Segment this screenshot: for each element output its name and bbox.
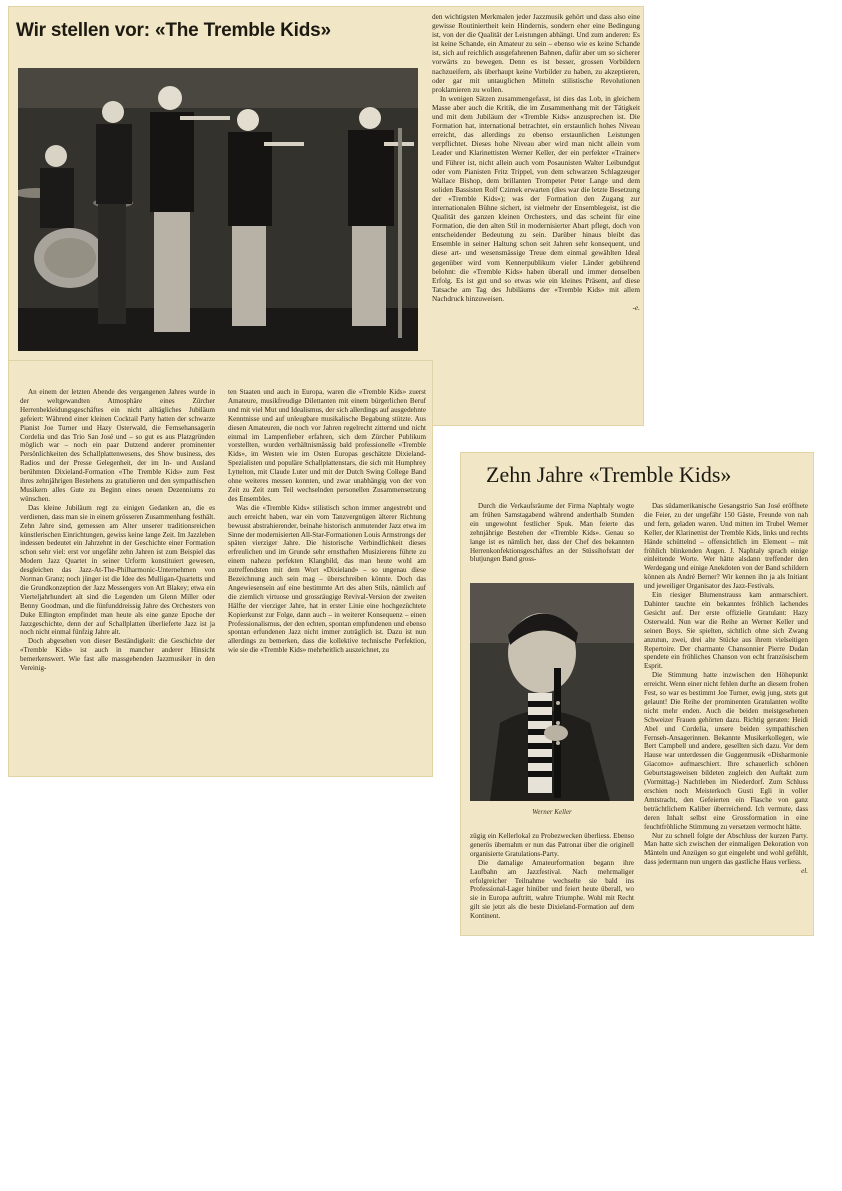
article-column-left	[20, 388, 215, 673]
portrait-photo	[470, 583, 634, 801]
portrait-caption: Werner Keller	[532, 808, 572, 816]
anniversary-headline: Zehn Jahre «Tremble Kids»	[486, 462, 732, 487]
paragraph: Doch abgesehen von dieser Beständigkeit: die Geschichte der «Tremble Kids» ist auch in mancher anderer Hinsicht bemerkenswert. Wie fast alle massgebenden Jazzmusiker in den Vereinig-	[20, 637, 215, 673]
paragraph: In wenigen Sätzen zusammengefasst, ist dies das Lob, in gleichem Masse aber auch die Kritik, die im Zusammenhang mit der Tätigkeit und mit dem Jubiläum der «Tremble Kids» anzusprechen ist. Die Formation hat, international betrachtet, ein erstaunlich hohes Niveau erreicht, das allerdings zu ebenso erstaunlichen Leistungen verpflichtet. Dieses hohe Niveau aber wird man nicht allein vom Leader und Klarinettisten Werner Keller, der ein perfekter «Trainer» und Führer ist, nicht allein auch vom Posaunisten Walter Leibundgut oder vom Pianisten Fritz Trippel, von dem schwarzen Schlagzeuger Wallace Bishop, dem brillanten Trompeter Peter Lange und dem soliden Bassisten Rolf Czimek erwarten (dies war die letzte Besetzung der «Tremble Kids»); was der Formation den Zugang zur internationalen Bühne sichert, ist vielmehr der Ensemblegeist, ist die Qualität des ganzen kleinen Orchesters, und das scheint für eine Formation, die den alten Stil in modernisierter Abart pflegt, doch von entscheidender Bedeutung zu sein. Darüber hinaus bleibt das Ensemble in seiner Haltung schon seit Jahren sehr konsequent, und diese art- und wesensmässige Treue dem einmal gewählten Ideal gegenüber wird vom Kennerpublikum vieler Länder gebührend belohnt: die «Tremble Kids» haben überall und immer denselben Erfolg. Es ist gut und so etwas wie ein kleines Präsent, auf diese Tatsache am Tag des Jubiläums der «Tremble Kids» mit allem Nachdruck hinzuweisen.	[432, 93, 640, 303]
paragraph: zügig ein Kellerlokal zu Probezwecken überliess. Ebenso generös übernahm er nun das Patronat über die originell organisierte Gratulations-Party.	[470, 832, 634, 858]
signature: el.	[801, 867, 808, 876]
paragraph: den wichtigsten Merkmalen jeder Jazzmusik gehört und dass also eine gewisse Routiniertheit kein Hindernis, sondern eher eine Bedingung ist, von der die Qualität der Leistungen abhängt. Und zum anderen: Es ist keine Schande, ein Amateur zu sein – ebenso wie es keine Schande ist, sich auf reichlich ausgefahrenen Bahnen, dafür aber um so sicherer vorwärts zu bewegen. Denn es ist besser, grossen Vorbildern nachzueifern, als überhaupt keine Vorbilder zu haben, zu akzeptieren, oder gar mit untauglichen Mitteln stilistische Revolutionen proklamieren zu wollen.	[432, 12, 640, 94]
paragraph: Nur zu schnell folgte der Abschluss der kurzen Party. Man hatte sich zwischen der einmaligen Dekoration von Mänteln und Anzügen so gut eingelebt und wohl gefühlt, dass jedermann nun ungern das gastliche Haus verliess.	[644, 831, 808, 867]
band-photo-image	[18, 68, 418, 351]
article-clipping-bottom	[8, 360, 433, 777]
paragraph: ten Staaten und auch in Europa, waren die «Tremble Kids» zuerst Amateure, musikfreudige Dilettanten mit einem bürgerlichen Beruf und mit viel Mut und Idealismus, der sich allerdings auf ausgedehnte Kenntnisse und auf unleugbare musikalische Begabung stützte. Aus diesen Amateuren, die noch vor Jahren regelrecht zitternd und nicht einmal im Lampenfieber erfahren, sich dem Zürcher Publikum vorstellten, wurden verhältnismässig bald professionelle «Tremble Kids», im Westen wie im Osten Europas geschätzte Dixieland-Spezialisten und populäre Schallplattenstars, die sich mit Humphrey Lyttelton, mit Claude Luter und mit der Dutch Swing College Band ohne weiteres messen konnten, und zwar unabhängig von der von Zeit zu Zeit zum Teil wechselnden personellen Zusammensetzung des Ensembles.	[228, 388, 426, 503]
article-right-column	[432, 12, 640, 312]
anniversary-column-right	[644, 502, 808, 876]
article-headline: Wir stellen vor: «The Tremble Kids»	[16, 20, 331, 41]
paragraph: Das kleine Jubiläum regt zu einigen Gedanken an, die es verdienen, dass man sie in einem grösseren Zusammenhang festhält. Zehn Jahre sind, gemessen am Alter unserer traditionsreichen künstlerischen Einrichtungen, gewiss keine lange Zeit. Im Jazzleben indessen bedeutet ein Jahrzehnt in der Geschichte einer Formation schon sehr viel: erst vor ungefähr zehn Jahren ist zum Beispiel das Modern Jazz Quartet in seiner Urform konstituiert gewesen, desgleichen das Jazz-At-The-Philharmonic-Unternehmen von Norman Granz; noch jünger ist die Idee des Mulligan-Quartetts und die Grundkonzeption der Jazz Messengers von Art Blakey; etwa ein Vierteljahrhundert alt sind die Legenden um Glenn Miller oder Benny Goodman, und die fünfunddreissig Jahre des Orchesters von Duke Ellington empfindet man heute als eine ganze Epoche der Jazzgeschichte, denn der auf Schallplatten überlieferte Jazz ist ja noch nicht einmal fünfzig Jahre alt.	[20, 503, 215, 637]
paragraph: Durch die Verkaufsräume der Firma Naphtaly wogte am frühen Samstagabend während anderthalb Stunden ein ungewohnt festlicher Spuk. Man feierte das zehnjährige Bestehen der «Tremble Kids». Genau so lange ist es nämlich her, dass der Chef des bekannten Herrenkonfektionsgeschäftes an der Stüssihofstatt der blutjungen Band gross-	[470, 502, 634, 564]
article-column-middle	[228, 388, 426, 655]
paragraph: Ein riesiger Blumenstrauss kam anmarschiert. Dahinter tauchte ein bekanntes fröhlich lachendes Gesicht auf. Der erste offizielle Gratulant: Hazy Osterwald. Nun war die Reihe an Werner Keller und seinen Boys. Sie spielten, sichtlich ohne sich Zwang anzutun, zwei, drei alte Stücke aus ihrem vielseitigen Repertoire. Der charmante Chansonnier Pierre Dudan spendete ein fröhliches Chanson von echt französischem Esprit.	[644, 591, 808, 671]
signature: -e.	[632, 303, 640, 312]
paragraph: Was die «Tremble Kids» stilistisch schon immer angestrebt und auch erreicht haben, war ein vom Tanzvergnügen älterer Richtung bewusst abstrahierender, beinahe historisch anmutender Jazz etwa im Sinne der modernisierten All-Star-Formationen Louis Armstrongs der späten vierziger Jahre. Die historische Verbindlichkeit dieses erfreulichen und im Grunde sehr ernsthaften Musizierens führte zu einem nahezu perfekten Klangbild, das man heute wohl am zutreffendsten mit dem Wort «Dixieland» – so ungenau diese Bezeichnung auch sein mag – überschreiben könnte. Doch das Angewiesensein auf eine bestimmte Art des alten Stils, nämlich auf die ziemlich virtuose und grossräugige Revival-Version der zweiten Hälfte der vierziger Jahre, hat in erster Linie eine hochgezüchtete Kopierkunst zur Folge, dann auch – in weiterer Konsequenz – einen Professionalismus, der den echten, spontan empfundenen und ebenso spontan erfundenen Jazz nicht immer zuträglich ist. Dazu ist nun allerdings zu bemerken, dass die kollektive technische Perfektion, wie sie die «Tremble Kids» mehrheitlich auszeichnet, zu	[228, 503, 426, 655]
anniversary-clipping	[460, 452, 814, 936]
band-photo	[18, 68, 418, 351]
paragraph: Das südamerikanische Gesangstrio San José eröffnete die Feier, zu der ungefähr 150 Gäste, Freunde von nah und fern, geladen waren. Und mitten im Trubel Werner Keller, der Klarinettist der Tremble Kids, links und rechts Hände schüttelnd – offensichtlich im Element – mit fröhlich blinkenden Augen. J. Naphtaly sprach einige einleitende Worte. Wer hätte alsdann treffender den Werdegang und einige Anekdoten von der Band schildern können als André Berner? Wir kennen ihn ja als Initiant und jeweiliger Organisator des Jazz-Festivals.	[644, 502, 808, 591]
anniversary-column-left-bottom	[470, 832, 634, 921]
paragraph: Die damalige Amateurformation begann ihre Laufbahn am Jazzfestival. Nach mehrmaliger erfolgreicher Teilnahme wechselte sie bald ins Professional-Lager hinüber und feiert heute überall, wo sie in Europa auftritt, wahre Triumphe. Wohl mit Recht gilt sie jetzt als die beste Dixieland-Formation auf dem Kontinent.	[470, 858, 634, 921]
paragraph: Die Stimmung hatte inzwischen den Höhepunkt erreicht. Wenn einer nicht fehlen durfte an diesem frohen Fest, so war es bestimmt Joe Turner, ewig jung, stets gut gelaunt! Die Reihe der prominenten Gratulanten wollte nicht mehr enden. Auch die beiden meistgesehenen Schweizer Frauen gehörten dazu. Richtig geraten: Heidi Abel und Cordelia, unsere beiden sympathischen Fernseh-Ansagerinnen. Bekannte Musikerkollegen, wie Bert Campbell und andere, gesellten sich dazu. Vor dem Hause war unterdessen die Guggenmusik «Disharmonie Giacomo» aufmarschiert. Ihre schauerlich schönen Geburtstagsweisen bildeten zugleich den Auftakt zum (Vormittag-) Nachtleben im Niederdorf. Zum Schluss erschien noch Meisterkoch Gusti Egli in voller Amtstracht, den Gefeierten ein Flasche von ganz beträchtlichem Kaliber überreichend. Ich vermute, dass deren Inhalt selbst eine Grossformation in eine feuchtfröhliche Stimmung zu versetzen vermocht hätte.	[644, 671, 808, 831]
portrait-image	[470, 583, 634, 801]
paragraph: An einem der letzten Abende des vergangenen Jahres wurde in der weltgewandten Atmosphäre eines Zürcher Herrenbekleidungsgeschäftes ein nicht alltägliches Jubiläum gefeiert: Während einer kleinen Cocktail Party hatten der schwarze Pianist Joe Turner und Hazy Osterwald, die Fernsehansagerin Cordelia und das Trio San José und – so gut es aus Platzgründen möglich war – noch ein paar Dutzend anderer prominenter Persönlichkeiten des Schallplattenwesens, des Show business, des Radios und der Presse Gelegenheit, der im In- und Ausland berühmten Dixieland-Formation «The Tremble Kids» zum Fest ihres zehnjährigen Bestehens zu gratulieren und den sympathischen Musikern alles Gute zu Beginn eines neuen Dezenniums zu wünschen.	[20, 388, 215, 503]
anniversary-column-left-top	[470, 502, 634, 564]
